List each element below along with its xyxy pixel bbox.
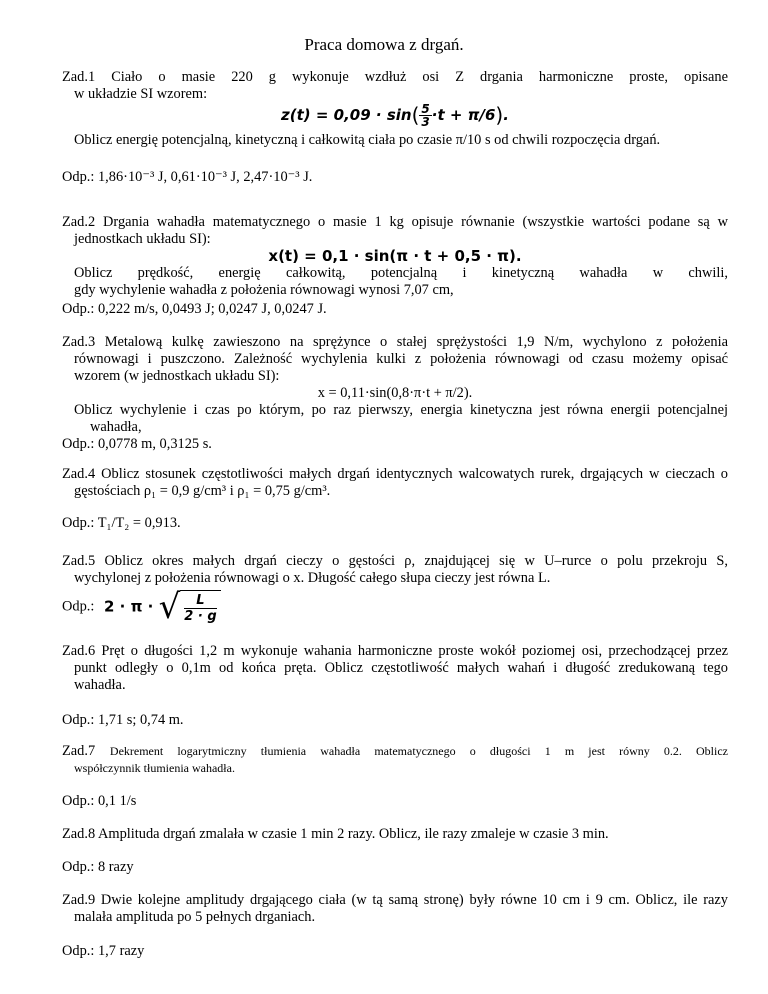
problem-2-line-1: Zad.2 Drgania wahadła matematycznego o masie 1 kg opisuje równanie (wszystkie wartości podane są w: [62, 214, 729, 230]
problem-4-answer: Odp.: T₁/T₂ = 0,913.: [62, 515, 181, 531]
problem-3-formula: x = 0,11·sin(0,8·π·t + π/2).: [317, 385, 473, 401]
problem-9-answer: Odp.: 1,7 razy: [62, 943, 145, 959]
problem-6-label: Zad.6: [62, 643, 96, 659]
problem-1-line-1: [62, 69, 728, 86]
problem-9: Zad.9 Dwie kolejne amplitudy drgającego ciała (w tą samą stronę) były równe 10 cm i 9 cm. Oblicz, ile razy malała amplituda po 5 pełnych drganiach.: [62, 892, 728, 925]
problem-3-answer: Odp.: 0,0778 m, 0,3125 s.: [62, 436, 212, 452]
problem-7-answer: Odp.: 0,1 1/s: [62, 793, 137, 809]
sqrt-symbol: √ $\frac{L}{2 \cdot g}$: [159, 590, 221, 624]
problem-7: Zad.7 Dekrement logarytmiczny tłumienia wahadła matematycznego o długości 1 m jest równy 0.2. Oblicz współczynnik tłumienia wahadła.: [62, 743, 728, 775]
problem-7-label: Zad.7: [62, 743, 96, 759]
problem-8-label: Zad.8: [62, 826, 96, 842]
problem-8-answer: Odp.: 8 razy: [62, 859, 134, 875]
problem-5: Zad.5 Oblicz okres małych drgań cieczy o gęstości ρ, znajdującej się w U–rurce o polu przekroju S, wychylonej z położenia równowagi o x. Długość całego słupa cieczy jest równa L.: [62, 553, 728, 586]
problem-2-label: Zad.2: [62, 214, 96, 230]
fraction: $\frac{5}{3}$: [421, 102, 430, 129]
problem-4-label: Zad.4: [62, 466, 96, 482]
problem-5-label: Zad.5: [62, 553, 96, 569]
problem-6-answer: Odp.: 1,71 s; 0,74 m.: [62, 712, 184, 728]
problem-2: [62, 214, 728, 299]
problem-1-question: Oblicz energię potencjalną, kinetyczną i całkowitą ciała po czasie π/10 s od chwili rozpoczęcia drgań.: [74, 132, 661, 148]
problem-8: Zad.8 Amplituda drgań zmalała w czasie 1 min 2 razy. Oblicz, ile razy zmaleje w czasie 3 min.: [62, 826, 609, 842]
problem-1-formula: z(t) = 0,09 · sin( $\frac{5}{3}$ ·t + π/6).: [281, 102, 509, 129]
problem-1-text-1: Ciało o masie 220 g wykonuje wzdłuż osi Z drgania harmoniczne proste, opisane: [111, 69, 728, 85]
problem-1-line-2: w układzie SI wzorem:: [74, 86, 208, 102]
problem-2-question-2: gdy wychylenie wahadła z położenia równowagi wynosi 7,07 cm,: [74, 282, 454, 298]
answer-formula: 2 · π · √ $\frac{L}{2 \cdot g}$: [104, 590, 221, 624]
problem-3-label: Zad.3: [62, 334, 96, 350]
problem-1: [62, 69, 728, 149]
problem-2-line-2: jednostkach układu SI):: [74, 231, 211, 247]
problem-9-label: Zad.9: [62, 892, 96, 908]
problem-5-answer: Odp.: 2 · π · √ $\frac{L}{2 \cdot g}$: [62, 590, 728, 624]
problem-1-answer: Odp.: 1,86·10⁻³ J, 0,61·10⁻³ J, 2,47·10⁻³ J.: [62, 169, 313, 185]
problem-3: Zad.3 Metalową kulkę zawieszono na sprężynce o stałej sprężystości 1,9 N/m, wychylono z położenia równowagi i puszczono. Zależność wychylenia kulki z położenia równowagi od czasu możemy opisać wzorem (w jednostkach układu SI): x = 0,11·sin(0,8·π·t + π/2). Oblicz wychylenie i czas po którym, po raz pierwszy, energia kinetyczna jest równa energii potencjalnej wahadła, Odp.: 0,0778 m, 0,3125 s.: [62, 334, 728, 452]
problem-6: Zad.6 Pręt o długości 1,2 m wykonuje wahania harmoniczne proste wokół poziomej osi, przechodzącej przez punkt odległy o 0,1m od końca pręta. Oblicz częstotliwość małych wahań i długość zredukowaną tego wahadła.: [62, 643, 728, 693]
problem-2-answer: Odp.: 0,222 m/s, 0,0493 J; 0,0247 J, 0,0247 J.: [62, 301, 327, 317]
problem-1-label: Zad.1: [62, 69, 96, 85]
page-title: Praca domowa z drgań.: [304, 35, 464, 54]
problem-2-question-1: Oblicz prędkość, energię całkowitą, potencjalną i kinetyczną wahadła w chwili,: [74, 265, 728, 281]
problem-2-formula: x(t) = 0,1 · sin(π · t + 0,5 · π).: [268, 247, 522, 265]
problem-4: Zad.4 Oblicz stosunek częstotliwości małych drgań identycznych walcowatych rurek, drgających w cieczach o gęstościach ρ₁ = 0,9 g/cm³ i ρ₁ = 0,75 g/cm³.: [62, 466, 728, 499]
